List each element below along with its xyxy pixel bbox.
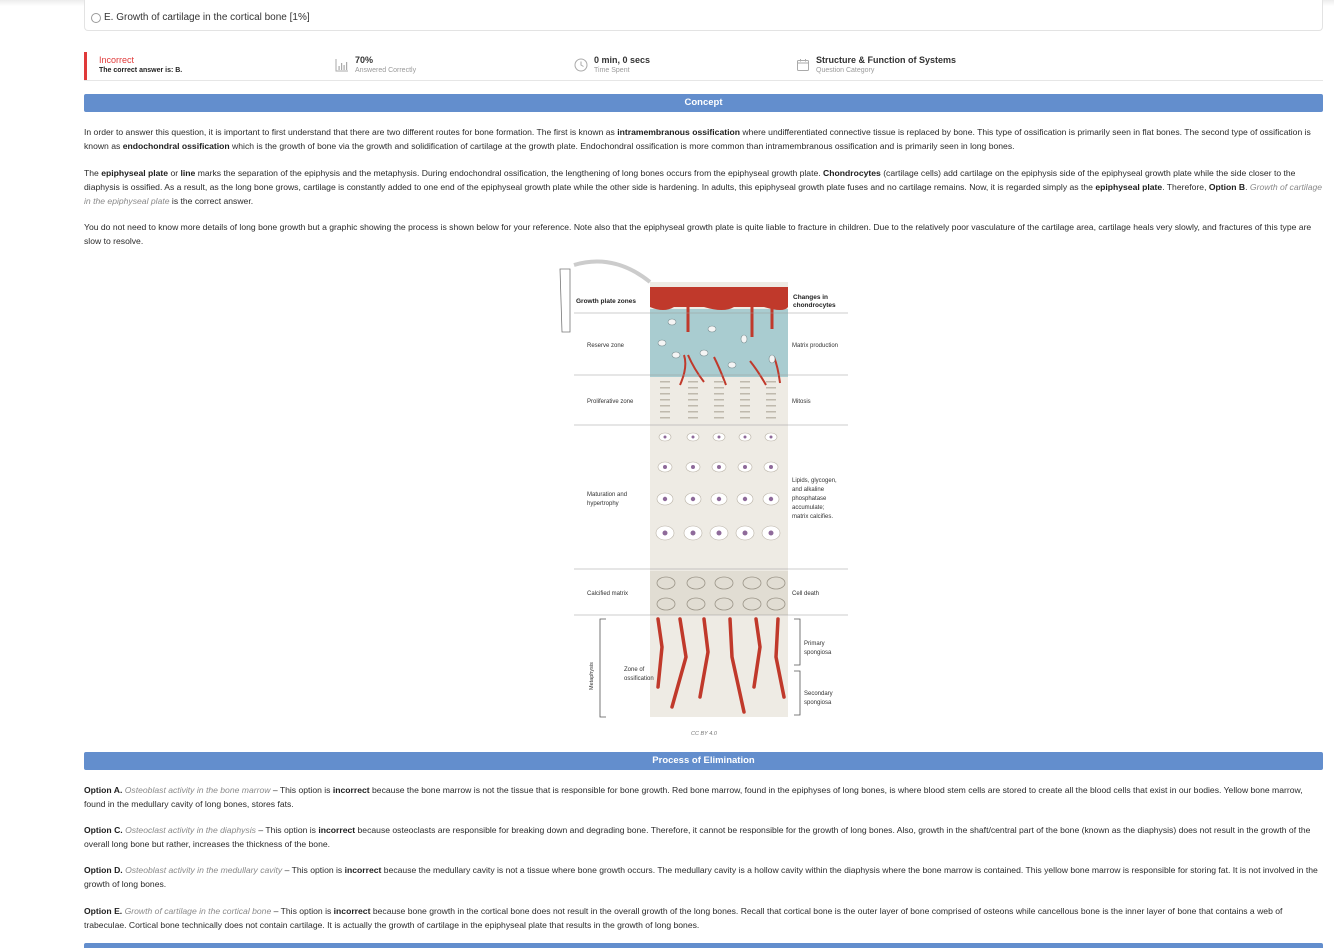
option-label: Option C. [84, 825, 123, 835]
process-of-elimination-header: Process of Elimination [84, 752, 1323, 770]
concept-paragraph-2 [84, 166, 1324, 208]
verdict: incorrect [332, 785, 370, 795]
lipids-label-3: phosphatase [792, 496, 827, 502]
term-epiphyseal-plate: epiphyseal plate [1095, 182, 1163, 192]
result-status [84, 52, 304, 80]
clock-icon [574, 58, 588, 72]
percent-value: 70% [355, 55, 374, 65]
percent-correct-stat [335, 52, 535, 80]
elimination-option-d [84, 863, 1324, 891]
text: because bone growth in the cortical bone does not result in the overall growth of the long bones. Recall that cortical bone is the outer layer of bone comprised of osteons while cancellous bone is the inner layer of bone that contains a web of trabeculae. Cortical bone technically does not contain cartilage. It is actually the growth of cartilage in the epiphyseal plate that results in the growth of long bones. [84, 906, 1283, 930]
text: . [1245, 182, 1250, 192]
calendar-icon [796, 58, 810, 72]
result-stats-row [84, 52, 1323, 81]
matrix-production-label: Matrix production [792, 343, 839, 349]
figure-caption: CC BY 4.0 [691, 731, 717, 737]
lipids-label-5: matrix calcifies. [792, 514, 834, 520]
ossification-label-1: Zone of [624, 667, 645, 673]
text: – This option is [271, 906, 334, 916]
elimination-option-c [84, 823, 1324, 851]
text: The [84, 168, 102, 178]
status-title: Incorrect [99, 55, 135, 65]
ossification-label-2: ossification [624, 676, 654, 682]
verdict: incorrect [344, 865, 382, 875]
text: because the bone marrow is not the tissue that is responsible for bone growth. Red bone marrow, found in the epiphyses of long bones, is where blood stem cells are stored to create all the blood cells that exist in our bodies. Yellow bone marrow, found in the medullary cavity of long bones, stores fats. [84, 785, 1303, 809]
growth-plate-diagram [554, 257, 854, 722]
term-chondrocytes: Chondrocytes [823, 168, 881, 178]
term-line: line [180, 168, 196, 178]
verdict: incorrect [333, 906, 371, 916]
text: is the correct answer. [169, 196, 254, 206]
maturation-label-1: Maturation and [587, 492, 628, 498]
lipids-label-4: accumulate; [792, 505, 825, 511]
reserve-zone-label: Reserve zone [587, 343, 625, 349]
elimination-option-a [84, 783, 1324, 811]
text: . Therefore, [1162, 182, 1209, 192]
concept-paragraph-1 [84, 125, 1324, 153]
text: because osteoclasts are responsible for breaking down and degrading bone. Therefore, it cannot be responsible for the growth of long bones. Also, growth in the shaft/central part of the bone (known as the diaphysis) does not result in the growth of the overall long bone but rather, increases the thickness of the bone. [84, 825, 1311, 849]
cell-death-label: Cell death [792, 591, 820, 597]
text: – This option is [255, 825, 319, 835]
correct-option-label: Option B [1208, 182, 1246, 192]
growth-plate-zones-label: Growth plate zones [576, 298, 636, 305]
concept-paragraph-3: You do not need to know more details of long bone growth but a graphic showing the process is shown below for your reference. Note also that the epiphyseal growth plate is quite liable to fracture in children. Due to the relatively poor vasculature of the cartilage area, cartilage heals very slowly, and fractures of this type are slow to resolve. [84, 222, 1312, 246]
option-label: Option A. [84, 785, 123, 795]
term-endochondral: endochondral ossification [122, 141, 230, 151]
changes-label-1: Changes in [793, 294, 829, 301]
changes-label-2: chondrocytes [793, 302, 836, 309]
lipids-label-1: Lipids, glycogen, [792, 478, 837, 484]
time-value: 0 min, 0 secs [594, 55, 651, 65]
next-section-header [84, 943, 1323, 948]
secondary-spongiosa-label-1: Secondary [804, 691, 833, 697]
correct-option-title: Growth of cartilage in the epiphyseal plate [84, 182, 1323, 206]
elimination-option-e [84, 904, 1324, 932]
term-epiphyseal-plate: epiphyseal plate [101, 168, 169, 178]
percent-label: Answered Correctly [355, 67, 417, 74]
option-title: Osteoblast activity in the medullary cavity [125, 865, 283, 875]
option-title: Growth of cartilage in the cortical bone [124, 906, 272, 916]
option-title: Osteoclast activity in the diaphysis [125, 825, 256, 835]
bar-chart-icon [335, 58, 349, 72]
answer-option-e[interactable] [91, 12, 310, 23]
maturation-label-2: hypertrophy [587, 501, 619, 507]
secondary-spongiosa-label-2: spongiosa [804, 700, 832, 706]
time-label: Time Spent [594, 67, 630, 74]
mitosis-label: Mitosis [792, 399, 811, 405]
primary-spongiosa-label-2: spongiosa [804, 650, 832, 656]
text: because the medullary cavity is not a tissue where bone growth occurs. The medullary cavity is a hollow cavity within the diaphysis where the bone marrow is contained. This yellow bone marrow is responsible for storing fat. It is not involved in the growth of long bones. [84, 865, 1318, 889]
text: (cartilage cells) add cartilage on the epiphysis side of the epiphyseal growth plate while the side closer to the diaphysis is ossified. As a result, as the long bone grows, cartilage is constantly added to one end of the epiphyseal growth plate while the other side is hardening. In adults, this epiphyseal growth plate fuses and no cartilage remains. Now, it is regarded simply as the [84, 168, 1296, 192]
category-label: Question Category [816, 67, 875, 74]
text: which is the growth of bone via the growth and solidification of cartilage at the growth plate. Endochondral ossification is more common than intramembranous ossification and is primarily seen in long bones. [229, 141, 1015, 151]
lipids-label-2: and alkaline [792, 487, 825, 493]
concept-header: Concept [84, 94, 1323, 112]
text: – This option is [270, 785, 333, 795]
metaphysis-label: Metaphysis [589, 662, 595, 690]
verdict: incorrect [318, 825, 356, 835]
proliferative-zone-label: Proliferative zone [587, 399, 634, 405]
radio-button[interactable] [91, 13, 101, 23]
option-title: Osteoblast activity in the bone marrow [124, 785, 271, 795]
text: – This option is [282, 865, 345, 875]
category-value: Structure & Function of Systems [816, 55, 957, 65]
term-intramembranous: intramembranous ossification [617, 127, 740, 137]
time-spent-stat [574, 52, 774, 80]
answer-option-e-label: E. Growth of cartilage in the cortical bone [1%] [104, 12, 310, 23]
text: where undifferentiated connective tissue is replaced by bone. This type of ossification is primarily seen in flat bones. The second type of ossification is known as [84, 127, 1311, 151]
option-label: Option D. [84, 865, 123, 875]
calcified-matrix-label: Calcified matrix [587, 591, 629, 597]
answer-option-card[interactable] [84, 0, 1323, 31]
option-label: Option E. [84, 906, 123, 916]
correct-answer-text: The correct answer is: B. [99, 67, 183, 74]
primary-spongiosa-label-1: Primary [804, 641, 825, 647]
text: marks the separation of the epiphysis and the metaphysis. During endochondral ossification, the lengthening of long bones occurs from the epiphyseal growth plate. [195, 168, 824, 178]
text: or [168, 168, 181, 178]
question-category-stat [796, 52, 1096, 80]
text: In order to answer this question, it is important to first understand that there are two different routes for bone formation. The first is known as [84, 127, 618, 137]
